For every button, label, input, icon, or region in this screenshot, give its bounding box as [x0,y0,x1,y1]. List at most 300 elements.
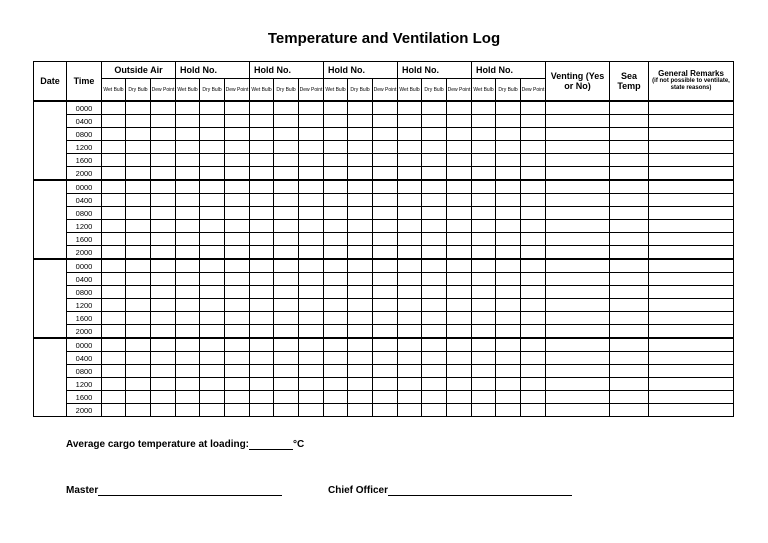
log-entry-cell[interactable] [102,128,126,141]
log-entry-cell[interactable] [176,167,200,181]
log-entry-cell[interactable] [610,365,649,378]
log-entry-cell[interactable] [151,128,176,141]
log-entry-cell[interactable] [200,365,225,378]
log-entry-cell[interactable] [422,352,447,365]
log-entry-cell[interactable] [176,115,200,128]
log-entry-cell[interactable] [546,312,610,325]
log-entry-cell[interactable] [398,312,422,325]
log-entry-cell[interactable] [373,352,398,365]
log-entry-cell[interactable] [546,220,610,233]
log-entry-cell[interactable] [151,154,176,167]
log-entry-cell[interactable] [422,128,447,141]
log-entry-cell[interactable] [610,128,649,141]
log-entry-cell[interactable] [200,352,225,365]
log-entry-cell[interactable] [649,115,734,128]
log-entry-cell[interactable] [496,352,521,365]
log-entry-cell[interactable] [422,312,447,325]
log-entry-cell[interactable] [373,273,398,286]
log-entry-cell[interactable] [126,167,151,181]
log-entry-cell[interactable] [649,404,734,417]
log-entry-cell[interactable] [324,404,348,417]
log-entry-cell[interactable] [225,365,250,378]
log-entry-cell[interactable] [348,128,373,141]
log-entry-cell[interactable] [546,128,610,141]
log-entry-cell[interactable] [176,233,200,246]
log-entry-cell[interactable] [225,378,250,391]
log-entry-cell[interactable] [324,338,348,352]
log-entry-cell[interactable] [422,220,447,233]
log-entry-cell[interactable] [225,141,250,154]
log-entry-cell[interactable] [151,352,176,365]
log-entry-cell[interactable] [274,404,299,417]
log-entry-cell[interactable] [447,299,472,312]
log-entry-cell[interactable] [324,391,348,404]
log-entry-cell[interactable] [521,246,546,260]
log-entry-cell[interactable] [250,101,274,115]
log-entry-cell[interactable] [299,154,324,167]
log-entry-cell[interactable] [422,378,447,391]
log-entry-cell[interactable] [610,259,649,273]
log-entry-cell[interactable] [496,246,521,260]
log-entry-cell[interactable] [102,167,126,181]
log-entry-cell[interactable] [225,404,250,417]
log-entry-cell[interactable] [176,378,200,391]
log-entry-cell[interactable] [398,286,422,299]
log-entry-cell[interactable] [472,391,496,404]
log-entry-cell[interactable] [348,404,373,417]
log-entry-cell[interactable] [250,233,274,246]
log-entry-cell[interactable] [373,220,398,233]
log-entry-cell[interactable] [274,233,299,246]
log-entry-cell[interactable] [546,378,610,391]
log-entry-cell[interactable] [250,352,274,365]
log-entry-cell[interactable] [496,365,521,378]
log-entry-cell[interactable] [102,141,126,154]
log-entry-cell[interactable] [274,167,299,181]
log-entry-cell[interactable] [610,286,649,299]
log-entry-cell[interactable] [151,167,176,181]
log-entry-cell[interactable] [151,115,176,128]
log-entry-cell[interactable] [250,167,274,181]
log-entry-cell[interactable] [324,259,348,273]
log-entry-cell[interactable] [447,194,472,207]
log-entry-cell[interactable] [102,154,126,167]
log-entry-cell[interactable] [324,312,348,325]
log-entry-cell[interactable] [151,378,176,391]
log-entry-cell[interactable] [176,299,200,312]
log-entry-cell[interactable] [610,154,649,167]
log-entry-cell[interactable] [447,220,472,233]
log-entry-cell[interactable] [521,207,546,220]
log-entry-cell[interactable] [373,259,398,273]
log-entry-cell[interactable] [200,273,225,286]
log-entry-cell[interactable] [521,312,546,325]
log-entry-cell[interactable] [546,154,610,167]
log-entry-cell[interactable] [250,180,274,194]
log-entry-cell[interactable] [447,154,472,167]
log-entry-cell[interactable] [521,338,546,352]
log-entry-cell[interactable] [200,167,225,181]
log-entry-cell[interactable] [324,154,348,167]
log-entry-cell[interactable] [373,233,398,246]
log-entry-cell[interactable] [324,286,348,299]
log-entry-cell[interactable] [398,180,422,194]
log-entry-cell[interactable] [348,101,373,115]
log-entry-cell[interactable] [151,259,176,273]
log-entry-cell[interactable] [225,101,250,115]
date-cell[interactable] [34,180,67,259]
log-entry-cell[interactable] [176,391,200,404]
log-entry-cell[interactable] [422,391,447,404]
log-entry-cell[interactable] [649,128,734,141]
log-entry-cell[interactable] [649,312,734,325]
log-entry-cell[interactable] [610,338,649,352]
log-entry-cell[interactable] [176,273,200,286]
log-entry-cell[interactable] [225,246,250,260]
log-entry-cell[interactable] [649,180,734,194]
log-entry-cell[interactable] [398,391,422,404]
log-entry-cell[interactable] [299,286,324,299]
log-entry-cell[interactable] [200,180,225,194]
log-entry-cell[interactable] [126,180,151,194]
log-entry-cell[interactable] [521,273,546,286]
log-entry-cell[interactable] [299,141,324,154]
log-entry-cell[interactable] [102,115,126,128]
log-entry-cell[interactable] [521,259,546,273]
log-entry-cell[interactable] [496,325,521,339]
log-entry-cell[interactable] [373,207,398,220]
date-cell[interactable] [34,259,67,338]
log-entry-cell[interactable] [126,378,151,391]
log-entry-cell[interactable] [521,404,546,417]
log-entry-cell[interactable] [225,128,250,141]
log-entry-cell[interactable] [176,365,200,378]
log-entry-cell[interactable] [521,154,546,167]
log-entry-cell[interactable] [649,246,734,260]
log-entry-cell[interactable] [649,352,734,365]
log-entry-cell[interactable] [200,101,225,115]
log-entry-cell[interactable] [299,273,324,286]
log-entry-cell[interactable] [373,167,398,181]
log-entry-cell[interactable] [299,194,324,207]
log-entry-cell[interactable] [649,299,734,312]
log-entry-cell[interactable] [176,101,200,115]
log-entry-cell[interactable] [176,246,200,260]
log-entry-cell[interactable] [250,246,274,260]
log-entry-cell[interactable] [422,286,447,299]
log-entry-cell[interactable] [151,312,176,325]
log-entry-cell[interactable] [176,338,200,352]
log-entry-cell[interactable] [225,207,250,220]
log-entry-cell[interactable] [398,115,422,128]
log-entry-cell[interactable] [649,207,734,220]
log-entry-cell[interactable] [151,365,176,378]
log-entry-cell[interactable] [126,154,151,167]
log-entry-cell[interactable] [610,180,649,194]
log-entry-cell[interactable] [102,325,126,339]
log-entry-cell[interactable] [299,259,324,273]
log-entry-cell[interactable] [102,378,126,391]
log-entry-cell[interactable] [398,167,422,181]
log-entry-cell[interactable] [126,286,151,299]
log-entry-cell[interactable] [176,404,200,417]
log-entry-cell[interactable] [102,246,126,260]
log-entry-cell[interactable] [324,220,348,233]
log-entry-cell[interactable] [521,141,546,154]
log-entry-cell[interactable] [373,312,398,325]
log-entry-cell[interactable] [348,220,373,233]
log-entry-cell[interactable] [496,154,521,167]
log-entry-cell[interactable] [324,101,348,115]
log-entry-cell[interactable] [324,299,348,312]
log-entry-cell[interactable] [176,180,200,194]
log-entry-cell[interactable] [472,273,496,286]
log-entry-cell[interactable] [200,286,225,299]
log-entry-cell[interactable] [299,128,324,141]
log-entry-cell[interactable] [299,378,324,391]
log-entry-cell[interactable] [250,141,274,154]
log-entry-cell[interactable] [521,378,546,391]
log-entry-cell[interactable] [649,325,734,339]
log-entry-cell[interactable] [176,352,200,365]
log-entry-cell[interactable] [348,286,373,299]
log-entry-cell[interactable] [274,194,299,207]
log-entry-cell[interactable] [200,194,225,207]
log-entry-cell[interactable] [521,286,546,299]
log-entry-cell[interactable] [610,101,649,115]
log-entry-cell[interactable] [610,391,649,404]
log-entry-cell[interactable] [373,325,398,339]
log-entry-cell[interactable] [250,286,274,299]
log-entry-cell[interactable] [176,154,200,167]
log-entry-cell[interactable] [299,391,324,404]
log-entry-cell[interactable] [496,180,521,194]
log-entry-cell[interactable] [176,128,200,141]
log-entry-cell[interactable] [200,246,225,260]
log-entry-cell[interactable] [472,233,496,246]
log-entry-cell[interactable] [225,299,250,312]
log-entry-cell[interactable] [102,194,126,207]
log-entry-cell[interactable] [398,365,422,378]
log-entry-cell[interactable] [274,220,299,233]
log-entry-cell[interactable] [447,259,472,273]
log-entry-cell[interactable] [250,325,274,339]
log-entry-cell[interactable] [274,141,299,154]
log-entry-cell[interactable] [521,325,546,339]
log-entry-cell[interactable] [324,167,348,181]
log-entry-cell[interactable] [496,299,521,312]
log-entry-cell[interactable] [373,338,398,352]
log-entry-cell[interactable] [472,338,496,352]
log-entry-cell[interactable] [398,273,422,286]
log-entry-cell[interactable] [274,115,299,128]
log-entry-cell[interactable] [274,273,299,286]
log-entry-cell[interactable] [610,299,649,312]
log-entry-cell[interactable] [274,154,299,167]
log-entry-cell[interactable] [521,101,546,115]
log-entry-cell[interactable] [299,220,324,233]
log-entry-cell[interactable] [472,352,496,365]
log-entry-cell[interactable] [225,154,250,167]
log-entry-cell[interactable] [348,391,373,404]
log-entry-cell[interactable] [299,338,324,352]
log-entry-cell[interactable] [496,167,521,181]
log-entry-cell[interactable] [447,115,472,128]
log-entry-cell[interactable] [299,365,324,378]
log-entry-cell[interactable] [176,259,200,273]
log-entry-cell[interactable] [200,299,225,312]
log-entry-cell[interactable] [472,378,496,391]
log-entry-cell[interactable] [496,115,521,128]
log-entry-cell[interactable] [348,338,373,352]
log-entry-cell[interactable] [151,141,176,154]
log-entry-cell[interactable] [496,233,521,246]
log-entry-cell[interactable] [472,365,496,378]
log-entry-cell[interactable] [250,391,274,404]
log-entry-cell[interactable] [225,194,250,207]
log-entry-cell[interactable] [422,365,447,378]
log-entry-cell[interactable] [299,325,324,339]
log-entry-cell[interactable] [496,404,521,417]
log-entry-cell[interactable] [610,141,649,154]
log-entry-cell[interactable] [496,220,521,233]
log-entry-cell[interactable] [225,233,250,246]
log-entry-cell[interactable] [649,101,734,115]
log-entry-cell[interactable] [472,246,496,260]
log-entry-cell[interactable] [126,115,151,128]
log-entry-cell[interactable] [126,259,151,273]
log-entry-cell[interactable] [324,246,348,260]
log-entry-cell[interactable] [200,220,225,233]
log-entry-cell[interactable] [225,273,250,286]
log-entry-cell[interactable] [496,312,521,325]
log-entry-cell[interactable] [348,154,373,167]
log-entry-cell[interactable] [447,325,472,339]
log-entry-cell[interactable] [447,338,472,352]
log-entry-cell[interactable] [649,365,734,378]
log-entry-cell[interactable] [496,101,521,115]
log-entry-cell[interactable] [126,220,151,233]
log-entry-cell[interactable] [447,404,472,417]
log-entry-cell[interactable] [373,365,398,378]
log-entry-cell[interactable] [496,273,521,286]
log-entry-cell[interactable] [447,141,472,154]
log-entry-cell[interactable] [610,115,649,128]
log-entry-cell[interactable] [250,207,274,220]
log-entry-cell[interactable] [348,141,373,154]
log-entry-cell[interactable] [546,194,610,207]
log-entry-cell[interactable] [225,312,250,325]
log-entry-cell[interactable] [422,325,447,339]
log-entry-cell[interactable] [151,220,176,233]
log-entry-cell[interactable] [398,154,422,167]
log-entry-cell[interactable] [373,128,398,141]
log-entry-cell[interactable] [546,141,610,154]
log-entry-cell[interactable] [398,101,422,115]
log-entry-cell[interactable] [274,128,299,141]
log-entry-cell[interactable] [610,167,649,181]
log-entry-cell[interactable] [348,194,373,207]
log-entry-cell[interactable] [126,101,151,115]
log-entry-cell[interactable] [274,365,299,378]
log-entry-cell[interactable] [472,180,496,194]
log-entry-cell[interactable] [546,246,610,260]
log-entry-cell[interactable] [398,246,422,260]
log-entry-cell[interactable] [151,273,176,286]
log-entry-cell[interactable] [102,365,126,378]
log-entry-cell[interactable] [176,207,200,220]
log-entry-cell[interactable] [496,378,521,391]
log-entry-cell[interactable] [176,141,200,154]
log-entry-cell[interactable] [447,352,472,365]
log-entry-cell[interactable] [546,115,610,128]
log-entry-cell[interactable] [649,378,734,391]
log-entry-cell[interactable] [151,286,176,299]
log-entry-cell[interactable] [521,194,546,207]
log-entry-cell[interactable] [610,352,649,365]
log-entry-cell[interactable] [324,194,348,207]
log-entry-cell[interactable] [521,352,546,365]
log-entry-cell[interactable] [102,404,126,417]
log-entry-cell[interactable] [422,338,447,352]
log-entry-cell[interactable] [546,325,610,339]
log-entry-cell[interactable] [102,352,126,365]
log-entry-cell[interactable] [521,115,546,128]
log-entry-cell[interactable] [649,154,734,167]
log-entry-cell[interactable] [447,233,472,246]
log-entry-cell[interactable] [472,286,496,299]
log-entry-cell[interactable] [521,233,546,246]
log-entry-cell[interactable] [649,273,734,286]
log-entry-cell[interactable] [649,233,734,246]
log-entry-cell[interactable] [447,378,472,391]
log-entry-cell[interactable] [398,194,422,207]
log-entry-cell[interactable] [102,220,126,233]
log-entry-cell[interactable] [447,273,472,286]
log-entry-cell[interactable] [200,312,225,325]
log-entry-cell[interactable] [398,259,422,273]
log-entry-cell[interactable] [649,167,734,181]
log-entry-cell[interactable] [200,141,225,154]
log-entry-cell[interactable] [447,101,472,115]
log-entry-cell[interactable] [610,312,649,325]
avg-temp-field[interactable] [249,439,293,450]
log-entry-cell[interactable] [398,128,422,141]
log-entry-cell[interactable] [299,246,324,260]
log-entry-cell[interactable] [472,128,496,141]
log-entry-cell[interactable] [398,233,422,246]
log-entry-cell[interactable] [521,128,546,141]
log-entry-cell[interactable] [472,312,496,325]
log-entry-cell[interactable] [102,180,126,194]
log-entry-cell[interactable] [348,115,373,128]
log-entry-cell[interactable] [102,286,126,299]
log-entry-cell[interactable] [299,180,324,194]
log-entry-cell[interactable] [546,233,610,246]
log-entry-cell[interactable] [274,286,299,299]
log-entry-cell[interactable] [176,325,200,339]
log-entry-cell[interactable] [176,194,200,207]
log-entry-cell[interactable] [373,286,398,299]
log-entry-cell[interactable] [126,299,151,312]
log-entry-cell[interactable] [472,299,496,312]
log-entry-cell[interactable] [546,286,610,299]
log-entry-cell[interactable] [274,325,299,339]
log-entry-cell[interactable] [521,220,546,233]
log-entry-cell[interactable] [398,207,422,220]
log-entry-cell[interactable] [348,299,373,312]
log-entry-cell[interactable] [472,115,496,128]
